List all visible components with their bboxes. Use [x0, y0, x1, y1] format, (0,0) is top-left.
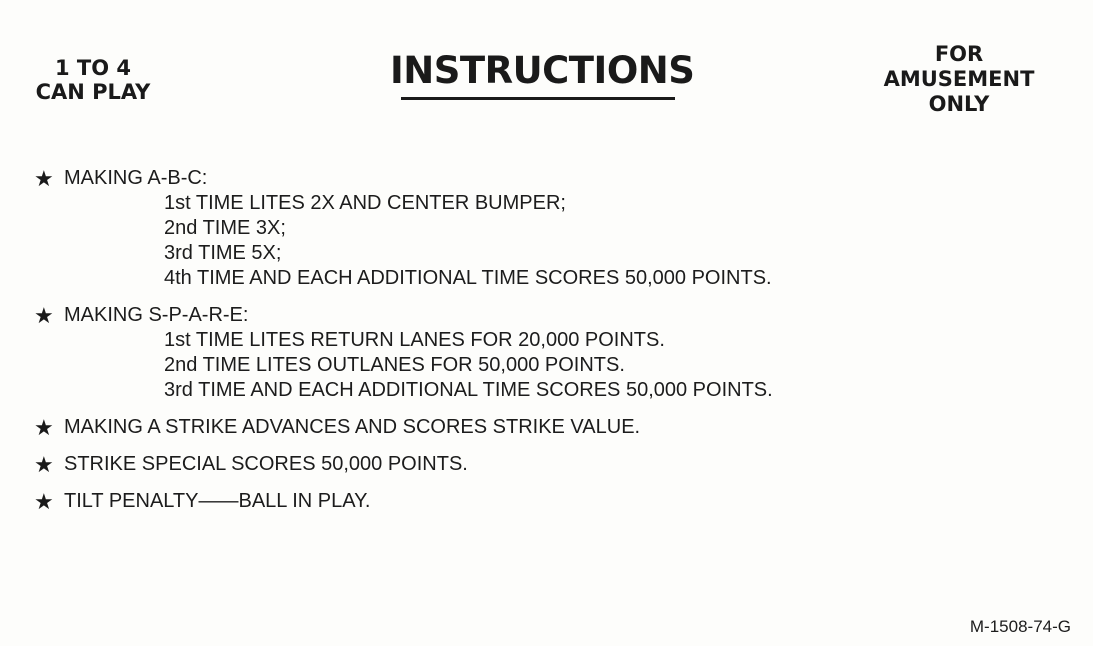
title-underline — [401, 97, 675, 100]
rule-heading: MAKING A STRIKE ADVANCES AND SCORES STRIKE VALUE. — [64, 416, 641, 438]
rule-detail: 2nd TIME LITES OUTLANES FOR 50,000 POINTS. — [164, 354, 625, 376]
rule-item — [34, 166, 1054, 291]
rule-item — [34, 489, 1054, 514]
rule-detail: 1st TIME LITES 2X AND CENTER BUMPER; — [164, 192, 566, 214]
amusement-notice — [872, 42, 1046, 117]
star-icon: ★ — [34, 166, 54, 191]
rule-heading: STRIKE SPECIAL SCORES 50,000 POINTS. — [64, 453, 468, 475]
star-icon: ★ — [34, 489, 54, 514]
player-count-line: CAN PLAY — [35, 80, 151, 104]
star-icon: ★ — [34, 452, 54, 477]
rule-heading: TILT PENALTY——BALL IN PLAY. — [64, 490, 371, 512]
rule-detail: 3rd TIME AND EACH ADDITIONAL TIME SCORES 50,000 POINTS. — [164, 379, 773, 401]
page-title: INSTRUCTIONS — [390, 49, 695, 92]
player-count-line: 1 TO 4 — [54, 56, 132, 80]
rule-detail: 2nd TIME 3X; — [164, 217, 286, 239]
rule-item — [34, 303, 1054, 403]
rule-detail: 3rd TIME 5X; — [164, 242, 282, 264]
part-number: M-1508-74-G — [969, 617, 1071, 636]
rule-heading: MAKING S-P-A-R-E: — [64, 304, 249, 326]
amusement-line: ONLY — [928, 92, 990, 116]
player-count — [28, 56, 158, 104]
amusement-line: AMUSEMENT — [883, 67, 1035, 91]
rule-detail: 1st TIME LITES RETURN LANES FOR 20,000 POINTS. — [164, 329, 665, 351]
rule-detail: 4th TIME AND EACH ADDITIONAL TIME SCORES 50,000 POINTS. — [164, 267, 772, 289]
rule-item — [34, 415, 1054, 440]
rule-heading: MAKING A-B-C: — [64, 167, 208, 189]
amusement-line: FOR — [934, 42, 984, 66]
star-icon: ★ — [34, 303, 54, 328]
rules-list — [34, 166, 1054, 526]
rule-item — [34, 452, 1054, 477]
star-icon: ★ — [34, 415, 54, 440]
